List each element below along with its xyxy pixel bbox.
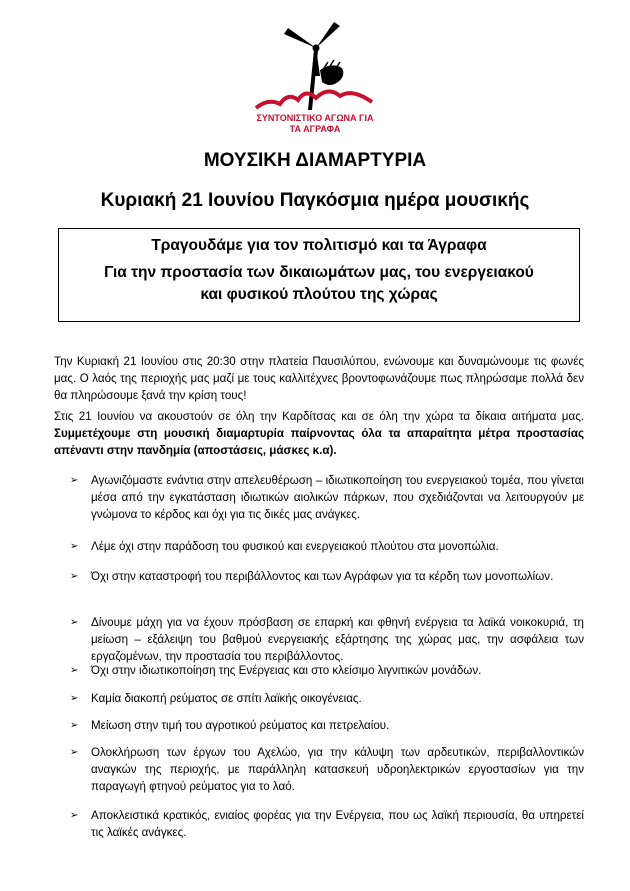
- list-item: [70, 472, 584, 524]
- slogan-line-1: Τραγουδάμε για τον πολιτισμό και τα Άγραφα: [151, 237, 487, 254]
- arrow-bullet-icon: ➢: [70, 810, 79, 821]
- list-item-text: Όχι στην ιδιωτικοποίηση της Ενέργειας και στο κλείσιμο λιγνιτικών μονάδων.: [91, 664, 482, 677]
- arrow-bullet-icon: ➢: [70, 665, 79, 676]
- list-item-text: Ολοκλήρωση των έργων του Αχελώο, για την κάλυψη των αρδευτικών, περιβαλλοντικών αναγκών της περιοχής, με παράλληλη κατασκευή υδροηλεκτρικών εργοστασίων για την παραγωγή φτηνού ρεύματος για το λαό.: [91, 746, 584, 794]
- slogan-line-3: και φυσικού πλούτου της χώρας: [200, 286, 438, 303]
- arrow-bullet-icon: ➢: [70, 693, 79, 704]
- list-item: [70, 614, 584, 666]
- arrow-bullet-icon: ➢: [70, 747, 79, 758]
- safety-paragraph-text: Στις 21 Ιουνίου να ακουστούν σε όλη την Καρδίτσας και σε όλη την χώρα τα δίκαια αιτήματα μας.: [54, 410, 584, 423]
- arrow-bullet-icon: ➢: [70, 617, 79, 628]
- slogan-line-2: Για την προστασία των δικαιωμάτων μας, του ενεργειακού: [104, 264, 534, 281]
- page-subtitle: Κυριακή 21 Ιουνίου Παγκόσμια ημέρα μουσικής: [100, 190, 530, 211]
- list-item-text: Δίνουμε μάχη για να έχουν πρόσβαση σε επαρκή και φθηνή ενέργεια τα λαϊκά νοικοκυριά, τη μείωση – εξάλειψη του βαθμού ενεργειακής εξάρτησης της χώρας μας, την ασφάλεια των εργαζομένων, την προστασία του περιβάλλοντος.: [91, 616, 584, 664]
- safety-paragraph-bold: Συμμετέχουμε στη μουσική διαμαρτυρία παίρνοντας όλα τα απαραίτητα μέτρα προστασίας απέναντι στην πανδημία (αποστάσεις, μάσκες κ.α).: [54, 427, 584, 457]
- list-item-text: Μείωση στην τιμή του αγροτικού ρεύματος και πετρελαίου.: [91, 719, 390, 732]
- list-item: [70, 662, 584, 679]
- page-title: ΜΟΥΣΙΚΗ ΔΙΑΜΑΡΤΥΡΙΑ: [203, 150, 427, 171]
- list-item: [70, 538, 584, 555]
- organization-name: [230, 113, 400, 135]
- list-item-text: Όχι στην καταστροφή του περιβάλλοντος και των Αγράφων για τα κέρδη των μονοπωλίων.: [91, 570, 554, 583]
- slogan-box: [58, 228, 580, 322]
- arrow-bullet-icon: ➢: [70, 720, 79, 731]
- arrow-bullet-icon: ➢: [70, 541, 79, 552]
- org-line-2: ΤΑ ΑΓΡΑΦΑ: [289, 124, 341, 134]
- safety-paragraph: [54, 408, 584, 459]
- list-item-text: Αποκλειστικά κρατικός, ενιαίος φορέας για την Ενέργεια, που ως λαϊκή περιουσία, θα υπηρετεί τις λαϊκές ανάγκες.: [91, 809, 584, 840]
- arrow-bullet-icon: ➢: [70, 571, 79, 582]
- list-item: [70, 690, 584, 707]
- list-item-text: Καμία διακοπή ρεύματος σε σπίτι λαϊκής οικογένειας.: [91, 692, 362, 705]
- list-item-text: Αγωνιζόμαστε ενάντια στην απελευθέρωση – ιδιωτικοποίηση του ενεργειακού τομέα, που γίνεται μέσα από την εγκατάσταση ιδιωτικών αιολικών πάρκων, που σχεδιάζονται να λειτουργούν με γνώμονα το κέρδος και όχι για τις δικές μας ανάγκες.: [91, 474, 584, 522]
- org-line-1: ΣΥΝΤΟΝΙΣΤΙΚΟ ΑΓΩΝΑ ΓΙΑ: [256, 113, 374, 123]
- list-item: [70, 807, 584, 841]
- list-item: [70, 744, 584, 796]
- list-item: [70, 717, 584, 734]
- arrow-bullet-icon: ➢: [70, 475, 79, 486]
- list-item-text: Λέμε όχι στην παράδοση του φυσικού και ενεργειακού πλούτου στα μονοπώλια.: [91, 540, 499, 553]
- intro-paragraph: Την Κυριακή 21 Ιουνίου στις 20:30 στην πλατεία Παυσιλύπου, ενώνουμε και δυναμώνουμε τις φωνές μας. Ο λαός της περιοχής μας μαζί με τους καλλιτέχνες βροντοφωνάζουμε πως πληρώσαμε πολλά δεν θα πληρώσουμε ξανά την κρίση τους!: [54, 355, 584, 402]
- list-item: [70, 568, 584, 585]
